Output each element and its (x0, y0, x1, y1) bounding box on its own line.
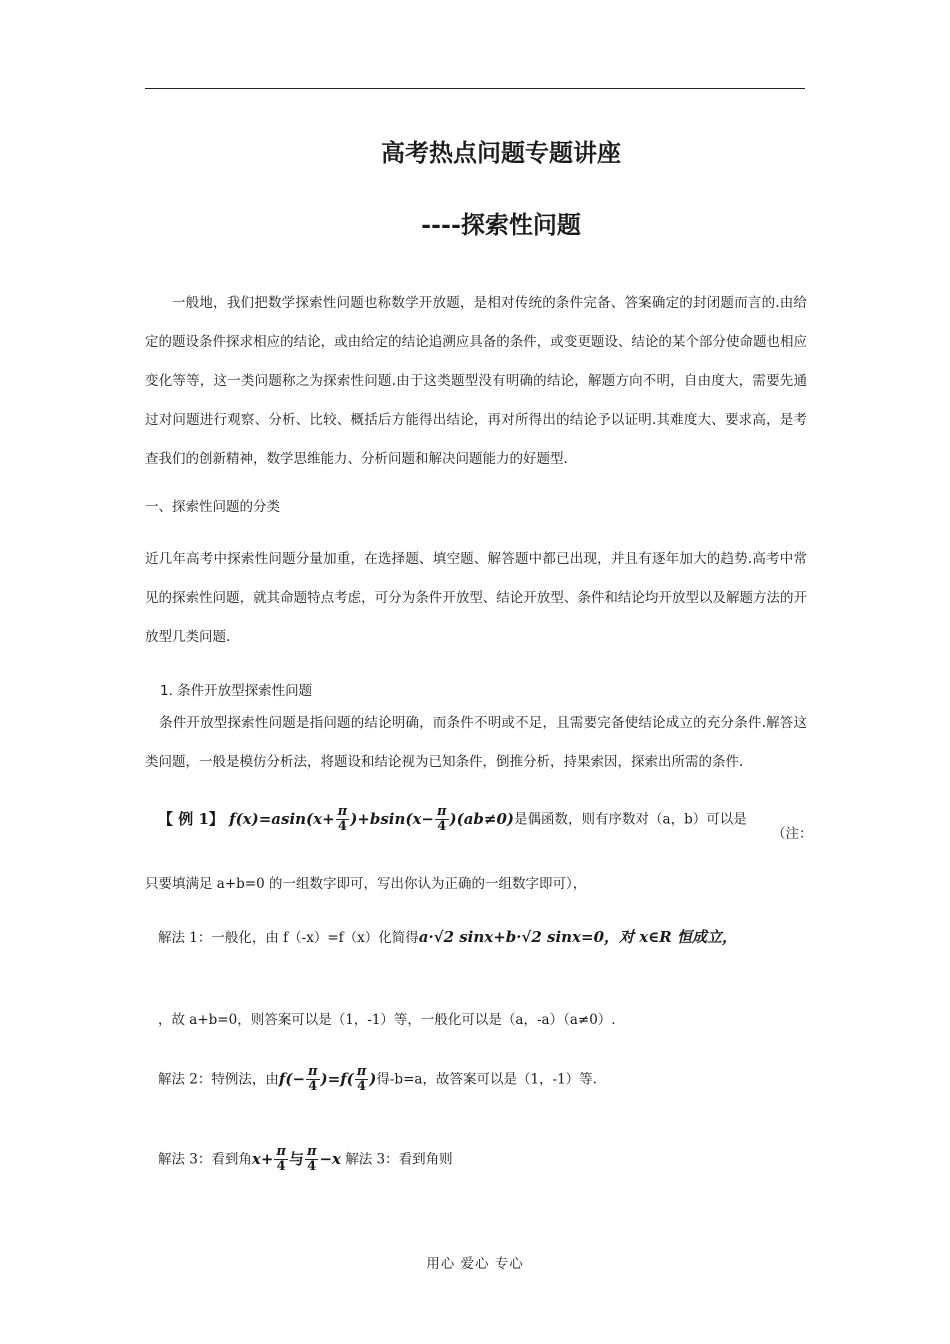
method2-line (158, 1065, 597, 1094)
method1-text: 解法 1：一般化，由 f（-x）=f（x）化简得 (158, 930, 419, 946)
method3-text: 解法 3：看到角 (158, 1151, 252, 1168)
method1-conclusion: ，故 a+b=0，则答案可以是（1，-1）等，一般化可以是（a，-a）（a≠0）. (158, 1012, 616, 1028)
page-footer: 用心 爱心 专心 (426, 1256, 524, 1272)
subsection-paragraph: 条件开放型探索性问题是指问题的结论明确，而条件不明或不足，且需要完备使结论成立的充分条件.解答这类问题，一般是模仿分析法，将题设和结论视为已知条件，倒推分析，持果索因，探索出所需的条件. (145, 715, 807, 770)
header-rule (145, 88, 805, 89)
method1-formula: a·√2 sinx+b·√2 sinx=0，对 x∈R 恒成立， (418, 928, 737, 946)
method2-formula: f(− $\frac{\pi}{4}$ )=f( $\frac{\pi}{4}$ ) (278, 1064, 377, 1094)
example-text: 是偶函数，则有序数对（a，b）可以是 (514, 811, 747, 828)
method3-line (158, 1145, 453, 1174)
section-paragraph: 近几年高考中探索性问题分量加重，在选择题、填空题、解答题中都已出现，并且有逐年加大的趋势.高考中常见的探索性问题，就其命题特点考虑，可分为条件开放型、结论开放型、条件和结论均开放型以及解题方法的开放型几类问题. (145, 551, 807, 645)
example-note: （注： (772, 826, 813, 842)
page-title: 高考热点问题专题讲座 (381, 138, 621, 167)
page-subtitle: ----探索性问题 (421, 210, 581, 239)
intro-paragraph: 一般地，我们把数学探索性问题也称数学开放题，是相对传统的条件完备、答案确定的封闭题而言的.由给定的题设条件探求相应的结论，或由给定的结论追溯应具备的条件，或变更题设、结论的某个部分使命题也相应变化等等，这一类问题称之为探索性问题.由于这类题型没有明确的结论，解题方向不明，自由度大，需要先通过对问题进行观察、分析、比较、概括后方能得出结论，再对所得出的结论予以证明.其难度大、要求高，是考查我们的创新精神，数学思维能力、分析问题和解决问题能力的好题型. (145, 295, 807, 467)
section-heading: 一、探索性问题的分类 (145, 499, 280, 515)
example-formula: 【 例 1】 f(x)=asin(x+ $\frac{\pi}{4}$ )+bsin(x− $\frac{\pi}{4}$ )(ab≠0) (158, 804, 515, 834)
example-line-2: 只要填满足 a+b=0 的一组数字即可，写出你认为正确的一组数字即可）， (145, 876, 587, 892)
method2-after: 得-b=a，故答案可以是（1，-1）等. (376, 1071, 597, 1088)
method1-line (158, 926, 737, 947)
subsection-heading: 1. 条件开放型探索性问题 (160, 683, 313, 699)
method2-text: 解法 2：特例法，由 (158, 1071, 279, 1088)
method3-after: 解法 3：看到角则 (345, 1151, 453, 1168)
method3-formula: x+ $\frac{\pi}{4}$ 与 $\frac{\pi}{4}$ −x (251, 1144, 341, 1174)
example-line (158, 805, 747, 834)
